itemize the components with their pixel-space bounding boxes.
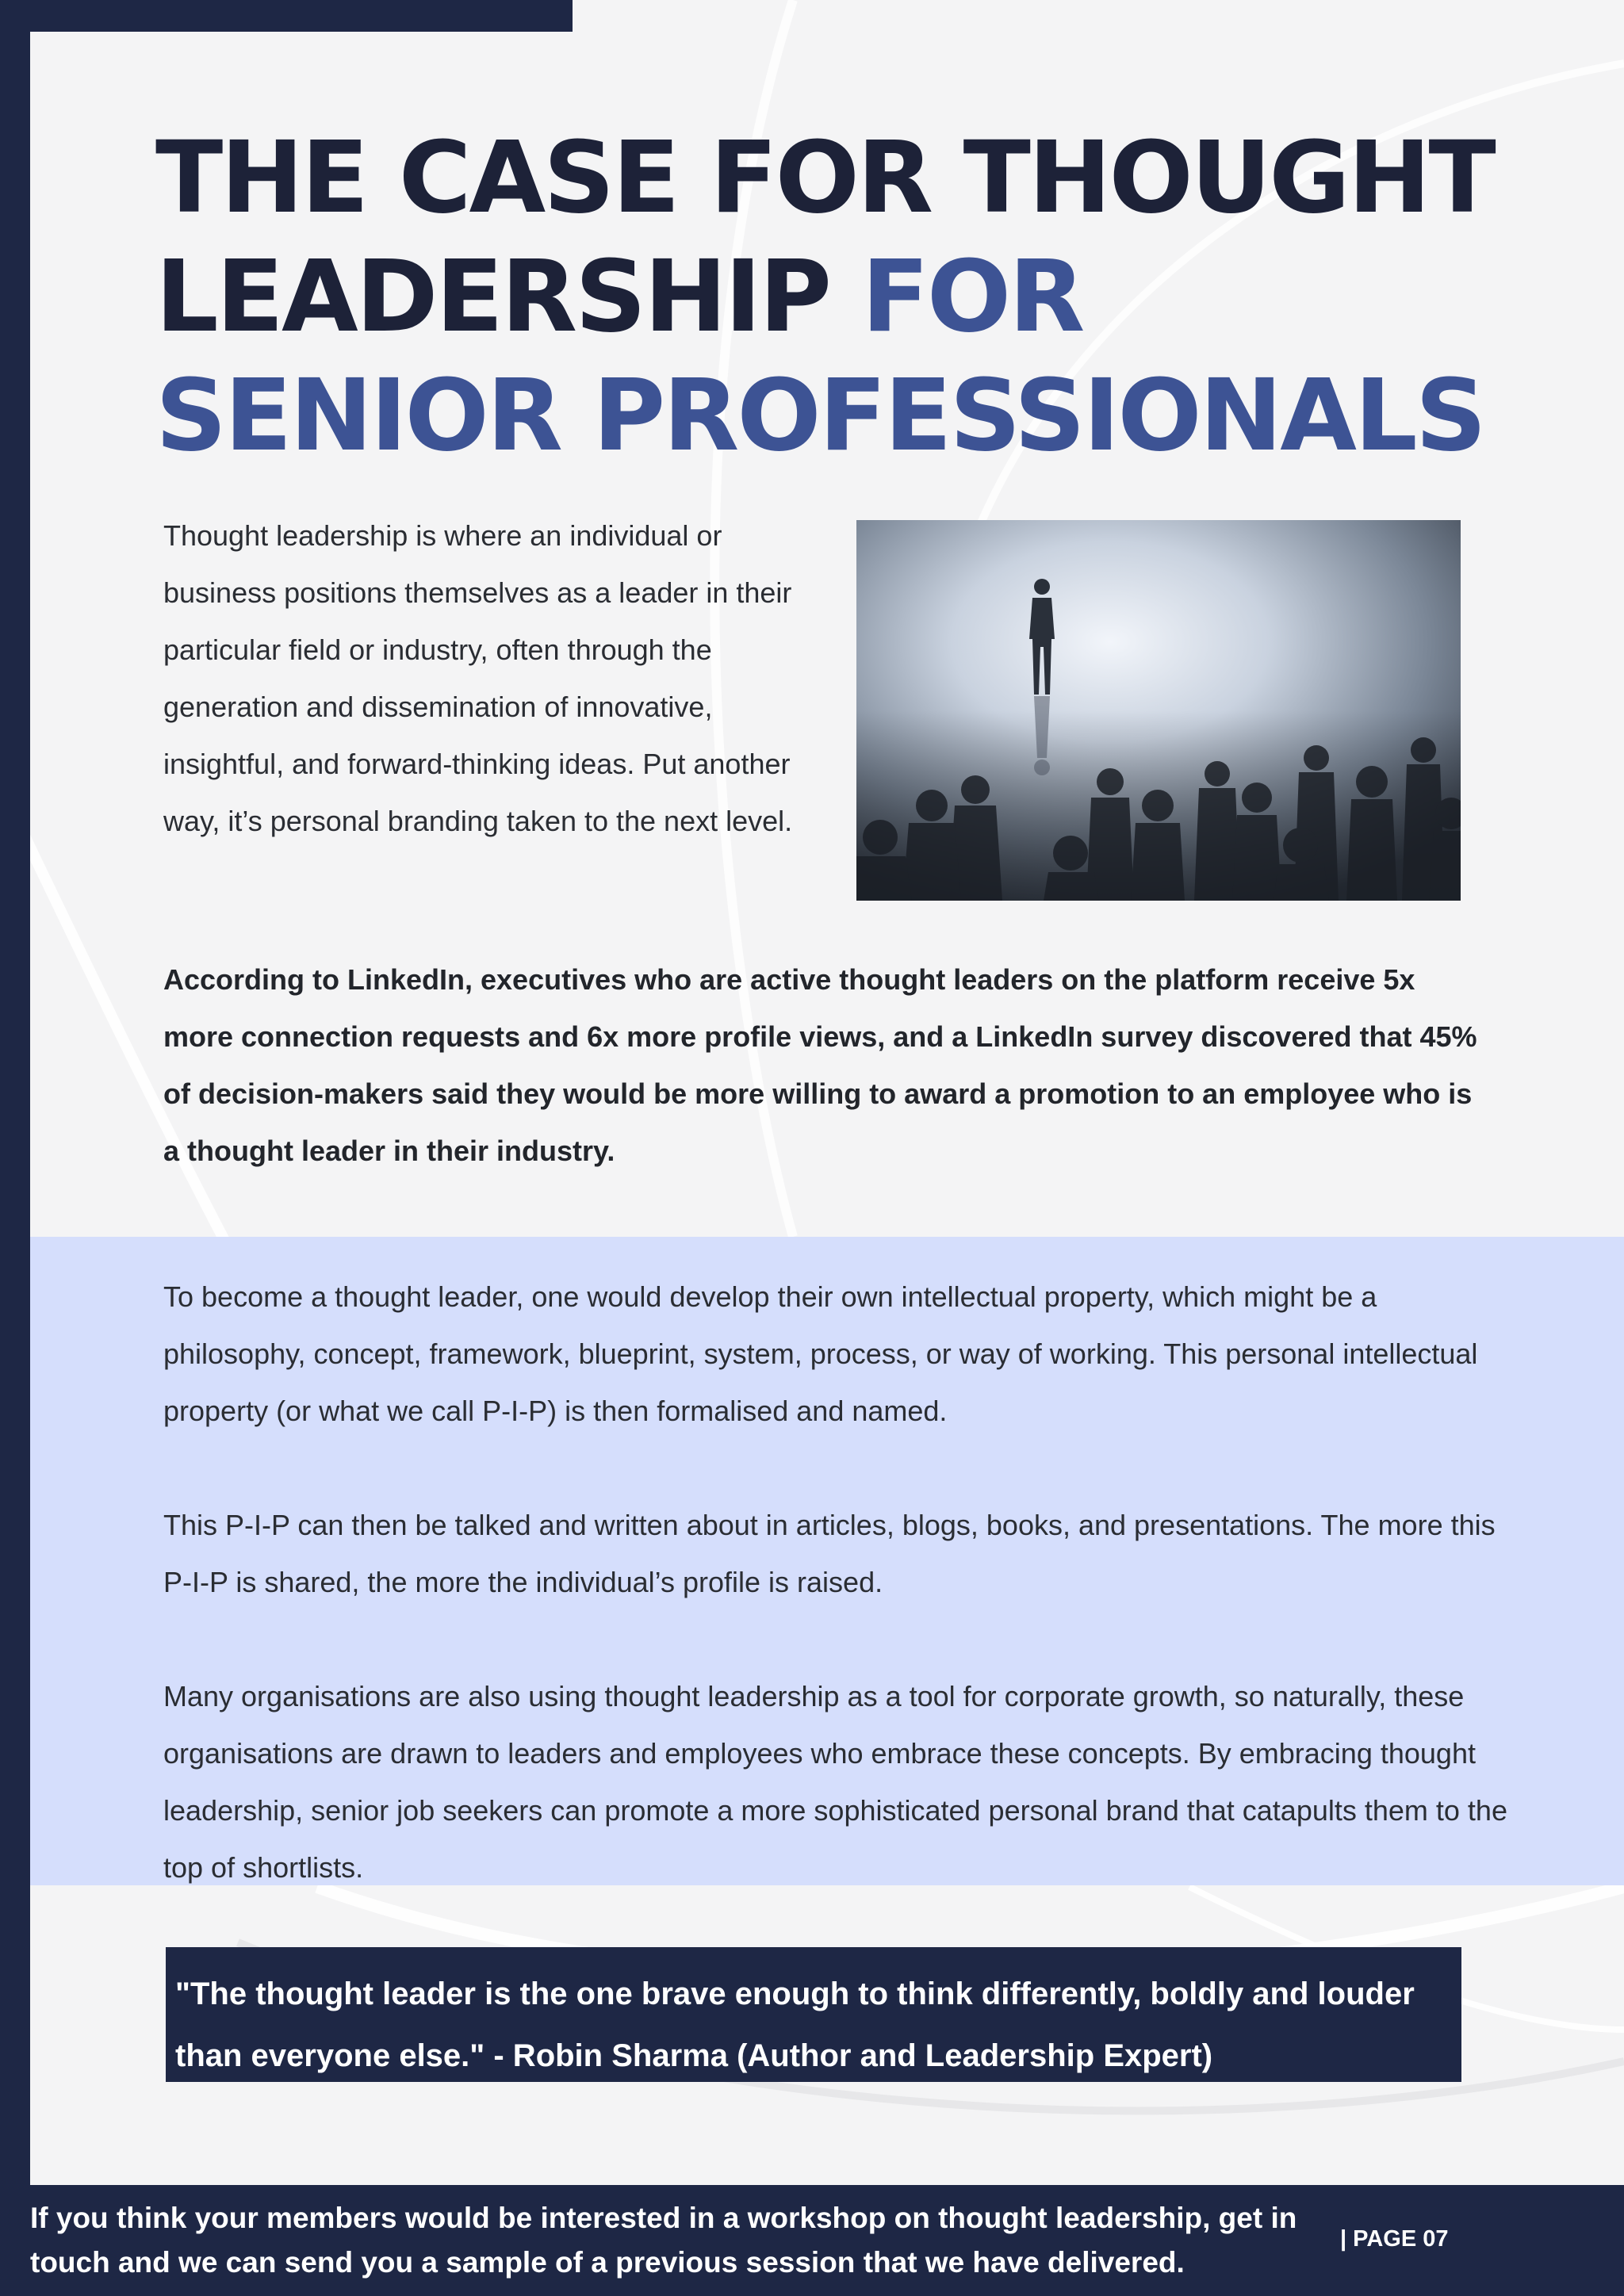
page-title [155, 119, 1503, 476]
panel-paragraph-1: To become a thought leader, one would develop their own intellectual property, which might be a philosophy, concept, framework, blueprint, system, process, or way of working. This personal intellectual property (or what we call P-I-P) is then formalised and named. [163, 1280, 1478, 1427]
footer-bar [0, 2185, 1624, 2296]
top-accent-bar [0, 0, 573, 32]
panel-text-block [163, 1269, 1511, 1896]
quote-text: "The thought leader is the one brave enough to think differently, boldly and louder than everyone else." - Robin Sharma (Author and Leadership Expert) [175, 1976, 1415, 2073]
left-accent-bar [0, 0, 30, 2296]
panel-paragraph-2: This P-I-P can then be talked and written about in articles, blogs, books, and presentations. The more this P-I-P is shared, the more the individual’s profile is raised. [163, 1509, 1496, 1598]
panel-paragraph-3: Many organisations are also using thought leadership as a tool for corporate growth, so naturally, these organisations are drawn to leaders and employees who embrace these concepts. By embracing thought leadership, senior job seekers can promote a more sophisticated personal brand that catapults them to the top of shortlists. [163, 1680, 1507, 1884]
linkedin-stats-paragraph: According to LinkedIn, executives who are active thought leaders on the platform receive 5x more connection requests and 6x more profile views, and a LinkedIn survey discovered that 45% of decision-makers said they would be more willing to award a promotion to an employee who is a thought leader in their industry. [163, 963, 1477, 1167]
footer-cta-text: If you think your members would be interested in a workshop on thought leadership, get in touch and we can send you a sample of a previous session that we have delivered. [30, 2202, 1297, 2279]
silhouette-figures-photo [856, 520, 1461, 901]
title-dark-part: THE CASE FOR THOUGHT LEADERSHIP [155, 121, 1494, 354]
highlight-panel [30, 1237, 1624, 1885]
title-accent-part: FOR SENIOR PROFESSIONALS [155, 239, 1484, 473]
page-number: | PAGE 07 [1340, 2226, 1449, 2252]
intro-paragraph: Thought leadership is where an individual or business positions themselves as a leader in their particular field or industry, often through the generation and dissemination of innovative, insightful, and forward-thinking ideas. Put another way, it’s personal branding taken to the next level. [163, 519, 793, 837]
quote-box [166, 1947, 1461, 2082]
